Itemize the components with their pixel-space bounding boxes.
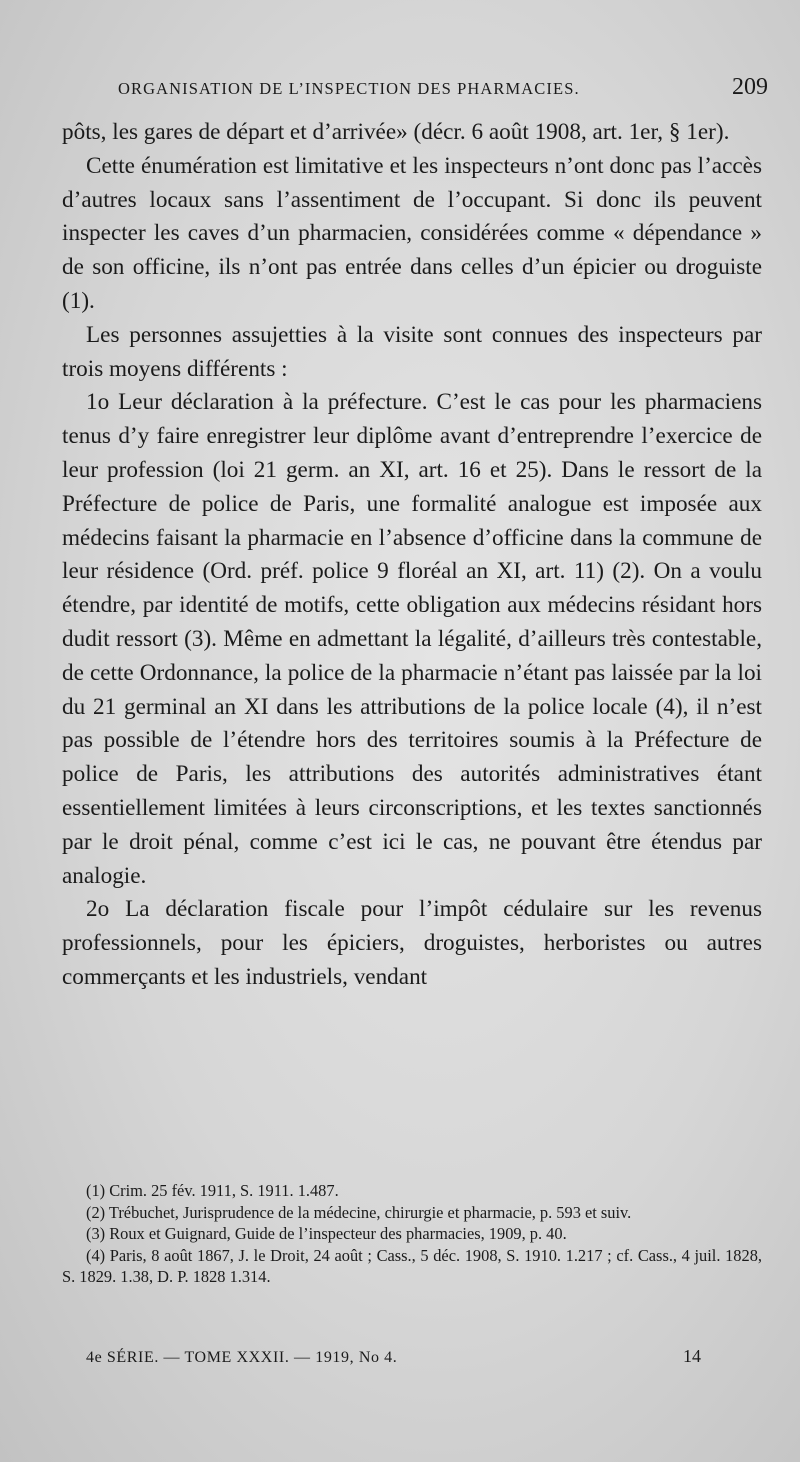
- paragraph-continued: pôts, les gares de départ et d’arrivée» (décr. 6 août 1908, art. 1er, § 1er).: [62, 119, 730, 145]
- footnote: (2) Trébuchet, Jurisprudence de la médecine, chirurgie et pharmacie, p. 593 et suiv.: [86, 1202, 632, 1222]
- page-number: 209: [732, 74, 768, 100]
- running-header: [118, 74, 768, 114]
- signature-number: 14: [683, 1346, 701, 1366]
- signature-text: 4e SÉRIE. — TOME XXXII. — 1919, No 4.: [86, 1349, 398, 1366]
- printer-signature: [86, 1346, 701, 1376]
- paragraph: 1o Leur déclaration à la préfecture. C’est le cas pour les pharmaciens tenus d’y faire enregistrer leur diplôme avant d’entreprendre l’exercice de leur profession (loi 21 germ. an XI, art. 16 et 25). Dans le ressort de la Préfecture de police de Paris, une formalité analogue est imposée aux médecins faisant la pharmacie en l’absence d’officine dans la commune de leur résidence (Ord. préf. police 9 floréal an XI, art. 11) (2). On a voulu étendre, par identité de motifs, cette obligation aux médecins résidant hors dudit ressort (3). Même en admettant la légalité, d’ailleurs très contestable, de cette Ordonnance, la police de la pharmacie n’étant pas laissée par la loi du 21 germinal an XI dans les attributions de la police locale (4), il n’est pas possible de l’étendre hors des territoires soumis à la Préfecture de police de Paris, les attributions des autorités administratives étant essentiellement limitées à leurs circonscriptions, et les textes sanctionnés par le droit pénal, comme c’est ici le cas, ne pouvant être étendus par analogie.: [62, 389, 762, 889]
- footnote: (4) Paris, 8 août 1867, J. le Droit, 24 août ; Cass., 5 déc. 1908, S. 1910. 1.217 ; cf. Cass., 4 juil. 1828, S. 1829. 1.38, D. P. 1828 1.314.: [62, 1245, 762, 1287]
- footnote: (1) Crim. 25 fév. 1911, S. 1911. 1.487.: [86, 1181, 339, 1200]
- footnote: (3) Roux et Guignard, Guide de l’inspecteur des pharmacies, 1909, p. 40.: [86, 1224, 567, 1244]
- paragraph: 2o La déclaration fiscale pour l’impôt cédulaire sur les revenus professionnels, pour les épiciers, droguistes, herboristes ou autres commerçants et les industriels, vendant: [62, 896, 762, 990]
- main-text: [62, 116, 762, 1146]
- footnotes: [62, 1180, 762, 1340]
- paragraph: Cette énumération est limitative et les inspecteurs n’ont donc pas l’accès d’autres locaux sans l’assentiment de l’occupant. Si donc ils peuvent inspecter les caves d’un pharmacien, considérées comme « dépendance » de son officine, ils n’ont pas entrée dans celles d’un épicier ou droguiste (1).: [62, 152, 762, 314]
- running-title: ORGANISATION DE L’INSPECTION DES PHARMACIES.: [118, 79, 580, 98]
- paragraph: Les personnes assujetties à la visite sont connues des inspecteurs par trois moyens différents :: [62, 321, 762, 382]
